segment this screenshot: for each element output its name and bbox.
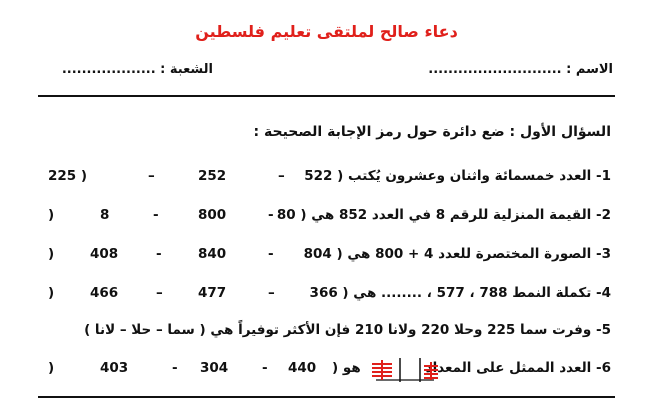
question-3: [40, 246, 611, 270]
question-6-text: 6- العدد الممثل على المعداد: [425, 360, 611, 376]
question-3-option-b[interactable]: 840: [198, 246, 227, 262]
question-1-separator: –: [278, 168, 285, 184]
question-1-option-b[interactable]: 252: [198, 168, 227, 184]
question-5: [40, 322, 611, 346]
student-name-field[interactable]: الاسم : ...........................: [428, 62, 613, 77]
question-6: [40, 360, 611, 384]
question-3-text: 3- الصورة المختصرة للعدد 4 + 800 هي ( 804: [303, 246, 611, 262]
question-6-option-b[interactable]: 304: [200, 360, 229, 376]
student-info-row: [0, 62, 653, 84]
question-4-text: 4- تكملة النمط 788 ، 577 ، ........ هي ( 366: [309, 285, 611, 301]
abacus-icon: [370, 356, 440, 384]
section-heading: السؤال الأول : ضع دائرة حول رمز الإجابة الصحيحة :: [253, 124, 611, 140]
question-4-close-paren: ): [48, 285, 55, 301]
question-4-option-a[interactable]: 466: [90, 285, 119, 301]
question-6-option-c[interactable]: 440: [288, 360, 317, 376]
question-2-close-paren: ): [48, 207, 55, 223]
question-2-text: 2- القيمة المنزلية للرقم 8 في العدد 852 هي ( 80: [276, 207, 611, 223]
worksheet-title: دعاء صالح لملتقى تعليم فلسطين: [195, 22, 458, 41]
question-6-option-a[interactable]: 403: [100, 360, 129, 376]
question-4-separator: –: [156, 285, 163, 301]
question-2-option-b[interactable]: 800: [198, 207, 227, 223]
question-1: [40, 168, 611, 192]
question-4: [40, 285, 611, 309]
question-1-separator: –: [148, 168, 155, 184]
question-3-close-paren: ): [48, 246, 55, 262]
question-2-option-a[interactable]: 8: [100, 207, 110, 223]
question-3-option-a[interactable]: 408: [90, 246, 119, 262]
question-6-separator: -: [172, 360, 178, 376]
question-4-separator: –: [268, 285, 275, 301]
question-2-separator: -: [153, 207, 159, 223]
question-3-separator: -: [156, 246, 162, 262]
question-1-option-a[interactable]: 225 ): [48, 168, 88, 184]
top-divider: [38, 95, 615, 97]
question-2: [40, 207, 611, 231]
question-2-separator: -: [268, 207, 274, 223]
bottom-divider: [38, 396, 615, 398]
question-6-text-cont: هو (: [332, 360, 361, 376]
question-6-separator: -: [262, 360, 268, 376]
question-5-text: 5- وفرت سما 225 وحلا 220 ولانا 210 فإن الأكثر توفيراً هي ( سما – حلا – لانا ): [84, 322, 611, 338]
question-4-option-b[interactable]: 477: [198, 285, 227, 301]
question-3-separator: -: [268, 246, 274, 262]
question-6-close-paren: ): [48, 360, 55, 376]
question-1-text: 1- العدد خمسمائة واثنان وعشرون يُكتب ( 522: [304, 168, 611, 184]
class-branch-field[interactable]: الشعبة : ...................: [61, 62, 213, 77]
